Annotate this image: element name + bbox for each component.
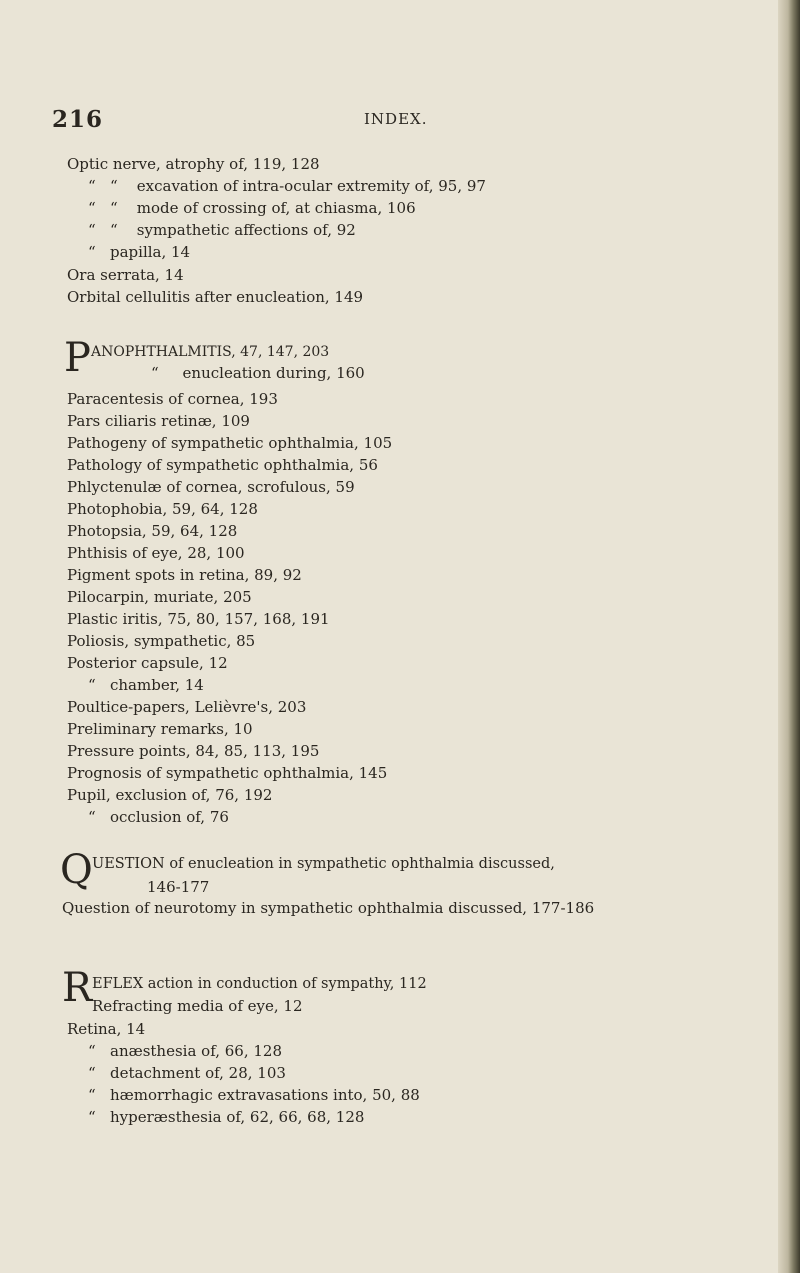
index-entry: Preliminary remarks, 10 [67,720,253,738]
index-subentry-text: anæsthesia of, 66, 128 [110,1042,283,1060]
index-entry: Prognosis of sympathetic ophthalmia, 145 [67,764,388,782]
ditto-mark: “ [88,1108,96,1126]
index-subentry-text: detachment of, 28, 103 [110,1064,286,1082]
ditto-mark: “ [88,1086,96,1104]
ditto-mark: “ [88,1064,96,1082]
index-entry-continuation: 146-177 [147,878,210,896]
index-entry: Posterior capsule, 12 [67,654,228,672]
index-entry: Ora serrata, 14 [67,266,184,284]
index-entry: Poliosis, sympathetic, 85 [67,632,256,650]
running-head: INDEX. [364,110,428,128]
index-subentry-text: sympathetic affections of, 92 [136,221,356,239]
index-subentry-text: excavation of intra-ocular extremity of, 95, 97 [136,177,486,195]
index-subentry-text: occlusion of, 76 [110,808,229,826]
index-subentry-text: mode of crossing of, at chiasma, 106 [136,199,416,217]
index-subentry [88,199,416,217]
index-entry: Pars ciliaris retinæ, 109 [67,412,250,430]
index-entry: Photopsia, 59, 64, 128 [67,522,238,540]
ditto-mark: “ [88,676,96,694]
index-subentry [88,1064,286,1082]
index-entry: Pathology of sympathetic ophthalmia, 56 [67,456,378,474]
ditto-mark: “ [88,221,96,239]
ditto-mark: “ [88,199,96,217]
index-entry: Retina, 14 [67,1020,146,1038]
index-subentry-text: hæmorrhagic extravasations into, 50, 88 [110,1086,420,1104]
ditto-mark: “ [110,221,118,239]
index-entry: Pressure points, 84, 85, 113, 195 [67,742,320,760]
ditto-mark: “ [88,177,96,195]
ditto-mark: “ [88,1042,96,1060]
page-header [0,106,780,136]
drop-cap-r: R [62,965,93,1011]
index-subentry [88,1108,364,1126]
section-heading-r: EFLEX action in conduction of sympathy, 112 [92,976,427,992]
index-subentry [88,243,190,261]
drop-cap-q: Q [60,847,93,893]
index-subentry [88,1086,420,1104]
index-subentry [88,1042,282,1060]
index-entry: Orbital cellulitis after enucleation, 149 [67,288,364,306]
index-entry: Phlyctenulæ of cornea, scrofulous, 59 [67,478,355,496]
index-entry: Pathogeny of sympathetic ophthalmia, 105 [67,434,393,452]
index-entry: Photophobia, 59, 64, 128 [67,500,258,518]
index-entry: Phthisis of eye, 28, 100 [67,544,245,562]
index-entry: Optic nerve, atrophy of, 119, 128 [67,155,320,173]
index-subentry [88,808,229,826]
index-subentry-text: hyperæsthesia of, 62, 66, 68, 128 [110,1108,365,1126]
index-entry: Pilocarpin, muriate, 205 [67,588,252,606]
page-number: 216 [52,106,104,133]
section-heading-q: UESTION of enucleation in sympathetic ophthalmia discussed, [92,856,555,872]
ditto-mark: “ [88,808,96,826]
section-heading-p: ANOPHTHALMITIS, 47, 147, 203 [91,344,330,360]
index-entry: Pigment spots in retina, 89, 92 [67,566,302,584]
index-entry: Refracting media of eye, 12 [92,997,303,1015]
page-edge-shadow [778,0,800,1273]
index-subentry [88,676,204,694]
index-subentry-text: enucleation during, 160 [182,364,365,382]
index-entry: Question of neurotomy in sympathetic ophthalmia discussed, 177-186 [62,899,595,917]
index-subentry-text: papilla, 14 [110,243,191,261]
index-entry: Pupil, exclusion of, 76, 192 [67,786,273,804]
drop-cap-p: P [64,335,91,381]
ditto-mark: “ [110,199,118,217]
index-entry: Poultice-papers, Lelièvre's, 203 [67,698,307,716]
index-subentry [88,177,486,195]
ditto-mark: “ [110,177,118,195]
index-subentry [151,364,365,382]
index-entry: Paracentesis of cornea, 193 [67,390,278,408]
ditto-mark: “ [88,243,96,261]
index-subentry-text: chamber, 14 [110,676,204,694]
index-entry: Plastic iritis, 75, 80, 157, 168, 191 [67,610,330,628]
index-subentry [88,221,356,239]
ditto-mark: “ [151,364,159,382]
